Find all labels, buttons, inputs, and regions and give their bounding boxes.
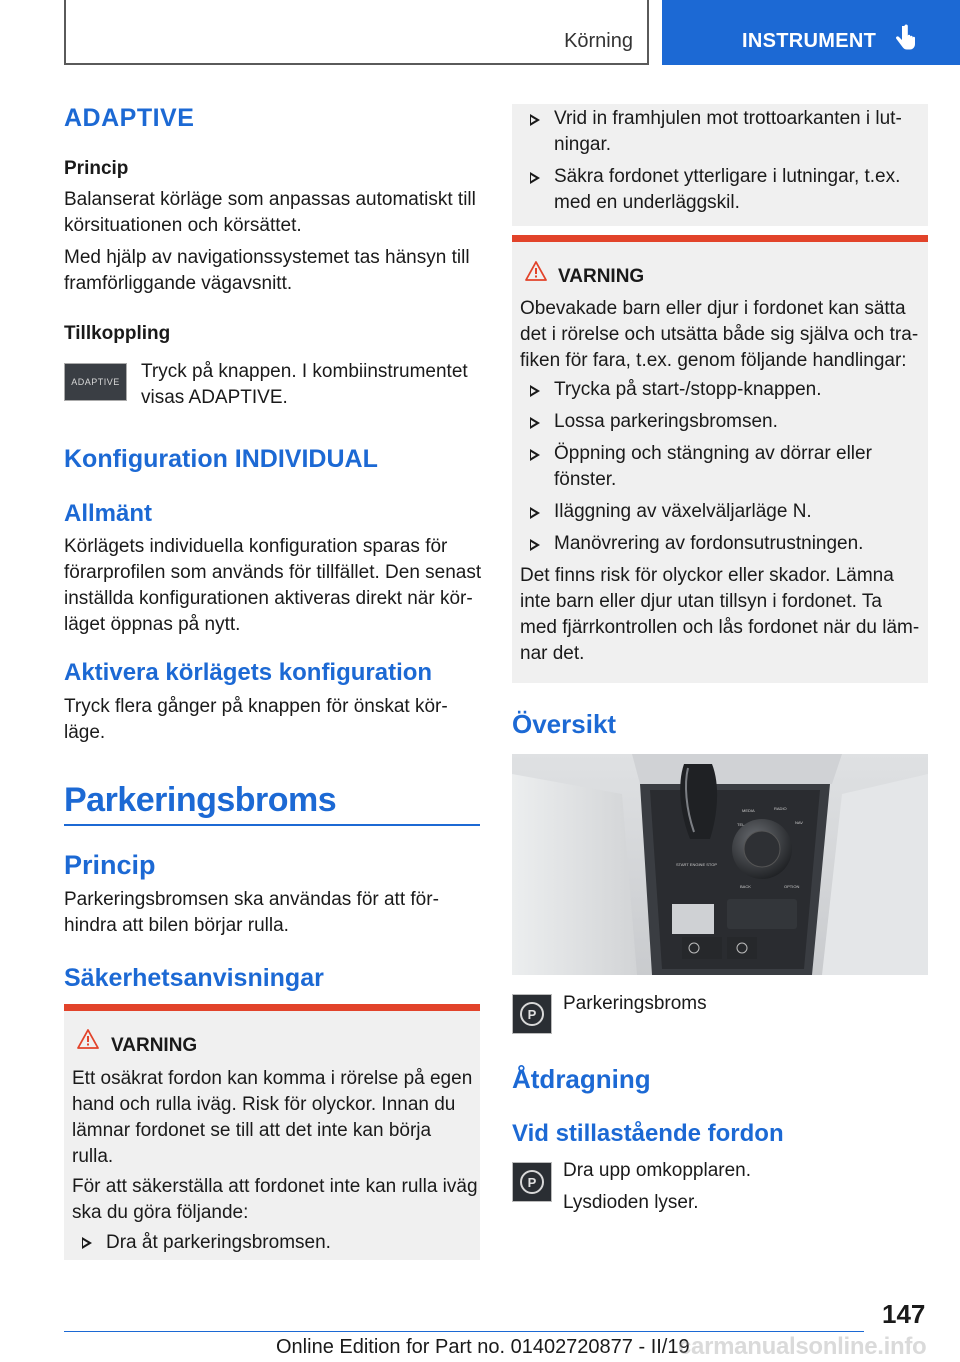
activation-text: Tryck på knappen. I kombiinstrumentet visas ADAPTIVE. (141, 361, 468, 408)
warning-box-1 (64, 1004, 480, 1260)
bullet-triangle-icon (530, 172, 540, 184)
warning2-outro: Det finns risk för olyckor eller skador. Lämna inte barn eller djur utan tillsyn i fordonet. Ta med fjärrkontrollen och lås fordonet när du läm- nar det. (520, 565, 920, 664)
photo-label-media: MEDIA (742, 808, 755, 813)
pb-label: Parkeringsbroms (563, 993, 707, 1014)
bullet-triangle-icon (82, 1237, 92, 1249)
bullet-triangle-icon (530, 449, 540, 461)
heading-stationary: Vid stillastående fordon (512, 1120, 784, 1147)
photo-label-nav: NAV (795, 820, 803, 825)
photo-label-tel: TEL (737, 822, 745, 827)
footer-edition: Online Edition for Part no. 01402720877 - II/19 (276, 1336, 690, 1358)
general-text: Körlägets individuella konfiguration sparas för förarprofilen som används för tillfället. Den senast inställda konfigurationen aktiveras direkt när kör- läget öppnas på nytt. (64, 536, 482, 635)
heading-overview: Översikt (512, 709, 617, 739)
warning-text-1: Ett osäkrat fordon kan komma i rörelse på egen hand och rulla iväg. Risk för olyckor. Innan du lämnar fordonet se till att det inte kan börja rulla. (72, 1068, 473, 1167)
top-bullet-1: Vrid in framhjulen mot trottoarkanten i lut- ningar. (554, 108, 902, 155)
parking-brake-icon: P (512, 994, 552, 1034)
warning-bullet-1: Dra åt parkeringsbromsen. (106, 1232, 331, 1253)
bullet-box-top (512, 104, 928, 226)
apply-text-1: Dra upp omkopplaren. (563, 1160, 751, 1181)
heading-general: Allmänt (64, 500, 153, 527)
label-principle: Princip (64, 158, 129, 179)
heading-parking-brake: Parkeringsbroms (64, 781, 337, 819)
activate-config-text: Tryck flera gånger på knappen för önskat kör- läge. (64, 696, 448, 743)
warning2-intro: Obevakade barn eller djur i fordonet kan sätta det i rörelse och utsätta både sig själva och tra- fiken för fara, t.ex. genom följande handlingar: (520, 298, 919, 371)
warning2-bullet-5: Manövrering av fordonsutrustningen. (554, 533, 864, 554)
warning-title: VARNING (558, 266, 645, 287)
heading-individual: Konfiguration INDIVIDUAL (64, 445, 378, 473)
heading-adaptive: ADAPTIVE (64, 104, 195, 132)
warning-box-2 (512, 235, 928, 683)
warning-bar (64, 1004, 480, 1011)
photo-label-radio: RADIO (774, 806, 787, 811)
adaptive-paragraph-2: Med hjälp av navigationssystemet tas hänsyn till framförliggande vägavsnitt. (64, 247, 470, 294)
warning-bar (512, 235, 928, 242)
top-bullet-2: Säkra fordonet ytterligare i lutningar, t.ex. med en underläggskil. (554, 166, 901, 213)
heading-apply: Åtdragning (512, 1064, 651, 1094)
warning-triangle-icon (77, 1029, 99, 1049)
parking-brake-icon: P (512, 1162, 552, 1202)
page-number: 147 (882, 1299, 926, 1329)
header-chapter: Körning (564, 30, 633, 52)
label-activation: Tillkoppling (64, 323, 171, 344)
photo-label-back: BACK (740, 884, 751, 889)
section-rule (64, 824, 480, 826)
bullet-triangle-icon (530, 114, 540, 126)
photo-label-start-stop: START ENGINE STOP (676, 862, 718, 867)
warning2-bullet-2: Lossa parkeringsbromsen. (554, 411, 778, 432)
adaptive-paragraph-1: Balanserat körläge som anpassas automatiskt till körsituationen och körsättet. (64, 189, 476, 236)
warning-title: VARNING (111, 1035, 198, 1056)
warning2-bullet-1: Trycka på start-/stopp-knappen. (554, 379, 822, 400)
header-section: INSTRUMENT (742, 30, 877, 52)
warning-triangle-icon (525, 261, 547, 281)
watermark: carmanualsonline.info (678, 1333, 927, 1360)
warning-text-2: För att säkerställa att fordonet inte kan rulla iväg ska du göra följande: (72, 1176, 478, 1223)
hand-pointer-icon (894, 24, 916, 54)
bullet-triangle-icon (530, 507, 540, 519)
principle-text: Parkeringsbromsen ska användas för att för- hindra att bilen börjar rulla. (64, 889, 439, 936)
adaptive-button-image: ADAPTIVE (64, 363, 127, 401)
footer-rule (64, 1331, 864, 1332)
heading-safety: Säkerhetsanvisningar (64, 964, 324, 992)
warning2-bullet-3: Öppning och stängning av dörrar eller fönster. (554, 443, 872, 490)
center-console-photo (512, 754, 928, 975)
photo-label-option: OPTION (784, 884, 800, 889)
bullet-triangle-icon (530, 417, 540, 429)
bullet-triangle-icon (530, 385, 540, 397)
header-section-box (662, 0, 960, 65)
bullet-triangle-icon (530, 539, 540, 551)
heading-principle: Princip (64, 850, 156, 880)
apply-text-2: Lysdioden lyser. (563, 1192, 699, 1213)
warning2-bullet-4: Iläggning av växelväljarläge N. (554, 501, 812, 522)
heading-activate-config: Aktivera körlägets konfiguration (64, 659, 433, 686)
header-chapter-box (64, 0, 649, 65)
